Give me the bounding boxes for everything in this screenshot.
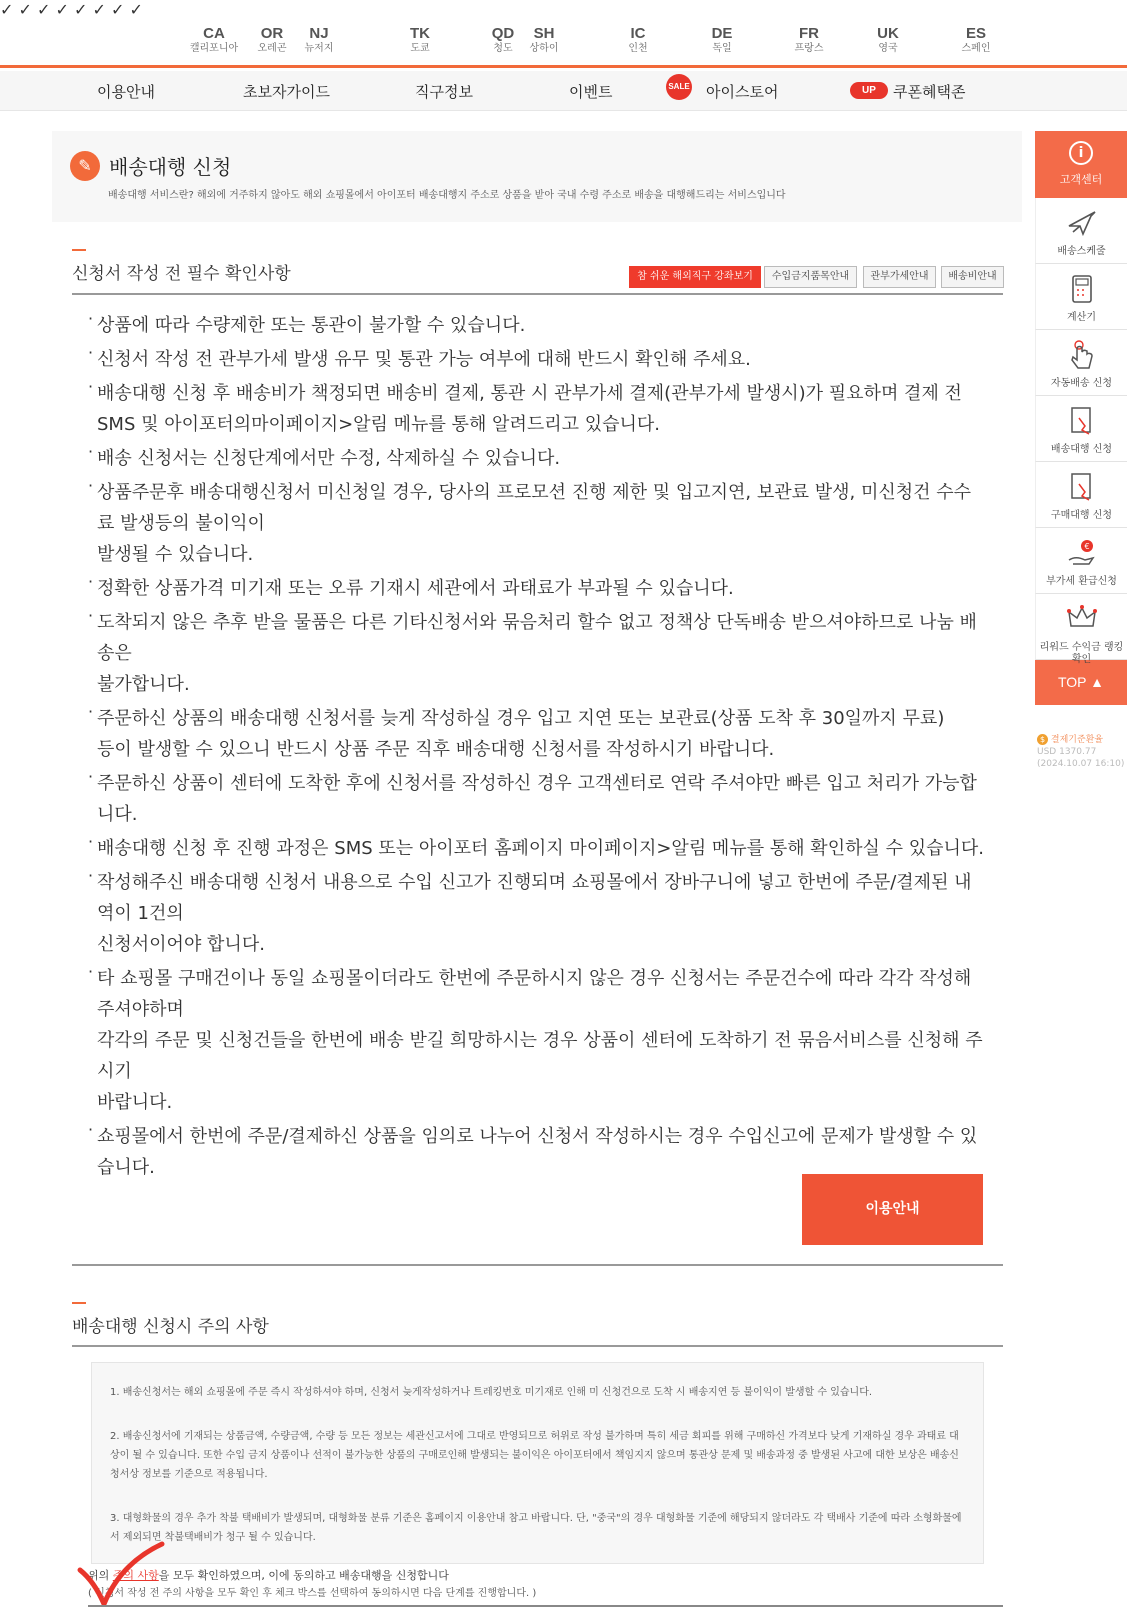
list-item: [88, 344, 988, 375]
section-divider: [72, 293, 1003, 295]
warehouse-name: 청도: [493, 43, 513, 54]
list-item: [88, 833, 988, 864]
tax-info-button[interactable]: 관부가세안내: [863, 266, 936, 288]
list-item: [88, 477, 988, 570]
notice-text: 상품주문후 배송대행신청서 미신청일 경우, 당사의 프로모션 진행 제한 및 입고지연, 보관료 발생, 미신청건 수수료 발생등의 불이익이: [97, 482, 972, 534]
check-icon: ✓: [129, 0, 143, 19]
nav-item-guide[interactable]: 이용안내: [97, 83, 155, 101]
section-divider: [72, 1345, 1003, 1347]
course-button[interactable]: 참 쉬운 해외직구 강좌보기: [629, 266, 761, 288]
nav-item-event[interactable]: 이벤트: [569, 83, 613, 101]
warehouse-code: NJ: [309, 25, 329, 42]
page-header: [52, 131, 1022, 222]
notice-text: 상품에 따라 수량제한 또는 통관이 불가할 수 있습니다.: [97, 315, 526, 336]
calculator-icon: [1065, 272, 1099, 306]
rate-time: (2024.10.07 16:10): [1037, 759, 1125, 769]
quick-item-schedule[interactable]: [1035, 198, 1127, 264]
warehouse-name: 영국: [878, 43, 898, 54]
quick-item-shipping-request[interactable]: [1035, 396, 1127, 462]
warehouse-code: CA: [203, 25, 225, 42]
warehouse-code: FR: [799, 25, 819, 42]
section-marker: [72, 1302, 86, 1304]
warehouse-nj[interactable]: [300, 26, 338, 54]
warehouse-de[interactable]: [708, 26, 736, 54]
customer-center-button[interactable]: [1035, 131, 1127, 198]
check-icon: ✓: [0, 0, 14, 19]
notice-text: 타 쇼핑몰 구매건이나 동일 쇼핑몰이더라도 한번에 주문하시지 않은 경우 신청서는 주문건수에 따라 각각 작성해주셔야하며: [97, 968, 972, 1020]
checkmark-icon[interactable]: [76, 1540, 166, 1610]
warehouse-name: 오레곤: [257, 43, 287, 54]
sale-badge: SALE: [666, 74, 692, 100]
warehouse-fr[interactable]: [790, 26, 828, 54]
warehouse-code: UK: [877, 25, 899, 42]
warehouse-name: 캘리포니아: [189, 43, 239, 54]
caution-box: [91, 1362, 984, 1564]
warehouse-tk[interactable]: [406, 26, 434, 54]
list-item: [88, 703, 988, 765]
caution-item: 1. 배송신청서는 해외 쇼핑몰에 주문 즉시 작성하셔야 하며, 신청서 늦게작성하거나 트레킹번호 미기재로 인해 미 신청건으로 도착 시 배송지연 등 불이익이 발생할 수 있습니다.: [110, 1387, 873, 1398]
warehouse-code: TK: [410, 25, 430, 42]
info-icon: i: [1069, 141, 1093, 165]
section-marker: [72, 249, 86, 251]
warehouse-or[interactable]: [250, 26, 294, 54]
list-item: [88, 573, 988, 604]
airplane-icon: [1065, 206, 1099, 240]
notice-text: 주문하신 상품의 배송대행 신청서를 늦게 작성하실 경우 입고 지연 또는 보관료(상품 도착 후 30일까지 무료): [97, 708, 945, 729]
warehouse-ca[interactable]: [186, 26, 242, 54]
notice-text: 각각의 주문 및 신청건들을 한번에 배송 받길 희망하시는 경우 상품이 센터에 도착하기 전 묶음서비스를 신청해 주시기: [97, 1030, 983, 1082]
warehouse-code: QD: [491, 25, 515, 42]
agree-suffix: 을 모두 확인하였으며, 이에 동의하고 배송대행을 신청합니다: [158, 1569, 449, 1582]
nav-item-beginner[interactable]: 초보자가이드: [243, 83, 330, 101]
warehouse-code: OR: [260, 25, 284, 42]
notice-text: 배송대행 신청 후 배송비가 책정되면 배송비 결제, 통관 시 관부가세 결제(관부가세 발생시)가 필요하며 결제 전: [97, 383, 962, 404]
notice-text: 주문하신 상품이 센터에 도착한 후에 신청서를 작성하신 경우 고객센터로 연락 주셔야만 빠른 입고 처리가 가능합니다.: [97, 773, 977, 825]
warehouse-code: SH: [533, 25, 555, 42]
usage-guide-button[interactable]: 이용안내: [802, 1174, 983, 1245]
list-item: [88, 607, 988, 700]
agree-prefix: 위의: [88, 1569, 113, 1582]
svg-text:€: €: [1084, 542, 1090, 551]
list-item: [88, 963, 988, 1118]
page-description: 배송대행 서비스란? 해외에 거주하지 않아도 해외 쇼핑몰에서 아이포터 배송대행지 주소로 상품을 받아 국내 수령 주소로 배송을 대행해드리는 서비스입니다: [108, 190, 786, 201]
quick-label: 구매대행 신청: [1050, 510, 1113, 521]
notice-text: 배송대행 신청 후 진행 과정은 SMS 또는 아이포터 홈페이지 마이페이지>알림 메뉴를 통해 확인하실 수 있습니다.: [97, 838, 984, 859]
notice-text: 신청서 작성 전 관부가세 발생 유무 및 통관 가능 여부에 대해 반드시 확인해 주세요.: [97, 349, 751, 370]
euro-hand-icon: [1065, 536, 1099, 570]
warehouse-sh[interactable]: [526, 26, 562, 54]
form-hand-icon: [1065, 470, 1099, 504]
warehouse-code: ES: [965, 25, 986, 42]
check-icon: ✓: [55, 0, 69, 19]
warehouse-bar: [0, 0, 1127, 68]
dollar-icon: $: [1037, 734, 1048, 745]
warehouse-name: 프랑스: [794, 43, 824, 54]
warehouse-code: DE: [711, 25, 733, 42]
caution-item: 3. 대형화물의 경우 추가 착불 택배비가 발생되며, 대형화물 분류 기준은 홈페이지 이용안내 참고 바랍니다. 단, "중국"의 경우 대형화물 기준에 해당되지 않더라도 각 택배사 기준에 따라 소형화물에서 제외되면 착불택배비가 청구 될 수 있습니다.: [110, 1513, 962, 1543]
nav-item-istore[interactable]: 아이스토어: [706, 83, 779, 101]
section-title-caution: 배송대행 신청시 주의 사항: [72, 1317, 269, 1337]
quick-item-purchase-request[interactable]: [1035, 462, 1127, 528]
quick-label: 자동배송 신청: [1050, 378, 1113, 389]
caution-link[interactable]: 주의 사항: [112, 1569, 159, 1582]
main-nav: [0, 71, 1127, 111]
quick-label: 배송스케줄: [1057, 246, 1106, 257]
quick-item-calculator[interactable]: [1035, 264, 1127, 330]
notice-text: 바랍니다.: [97, 1092, 173, 1113]
warehouse-uk[interactable]: [874, 26, 902, 54]
hand-pointer-icon: [1065, 338, 1099, 372]
list-item: [88, 310, 988, 341]
banned-items-button[interactable]: 수입금지품목안내: [764, 266, 857, 288]
check-icon: ✓: [92, 0, 106, 19]
notice-text: 도착되지 않은 추후 받을 물품은 다른 기타신청서와 묶음처리 할수 없고 정책상 단독배송 받으셔야하므로 나눔 배송은: [97, 612, 977, 664]
check-icon: ✓: [37, 0, 51, 19]
warehouse-code: IC: [630, 25, 646, 42]
notice-text: 쇼핑몰에서 한번에 주문/결제하신 상품을 임의로 나누어 신청서 작성하시는 경우 수입신고에 문제가 발생할 수 있습니다.: [97, 1126, 978, 1178]
quick-item-auto-shipping[interactable]: [1035, 330, 1127, 396]
warehouse-name: 뉴저지: [304, 43, 334, 54]
pencil-icon: ✎: [70, 151, 100, 181]
notice-text: SMS 및 아이포터의마이페이지>알림 메뉴를 통해 알려드리고 있습니다.: [97, 414, 660, 435]
page-title: 배송대행 신청: [109, 155, 232, 179]
quick-label: 부가세 환급신청: [1046, 576, 1117, 587]
notice-text: 불가합니다.: [97, 674, 190, 695]
notice-text: 정확한 상품가격 미기재 또는 오류 기재시 세관에서 과태료가 부과될 수 있습니다.: [97, 578, 734, 599]
list-item: [88, 378, 988, 440]
quick-label: 고객센터: [1059, 173, 1103, 186]
list-item: [88, 443, 988, 474]
caution-item: 2. 배송신청서에 기재되는 상품금액, 수량금액, 수량 등 모든 정보는 세관신고서에 그대로 반영되므로 허위로 작성 불가하며 특히 세금 회피를 위해 구매하신 가격보다 낮게 기재하실 경우 과태료 대상이 될 수 있습니다. 또한 수입 금지 상품이나 선적이 불가능한 상품의 구매로인해 발생되는 불이익은 아이포터에서 책임지지 않으며 통관상 문제 및 배송과정 중 발생된 사고에 대한 보상은 배송신청서상 정보를 기준으로 적용됩니다.: [110, 1431, 959, 1480]
check-icon: ✓: [111, 0, 125, 19]
nav-item-coupon[interactable]: 쿠폰혜택존: [893, 83, 966, 101]
notice-text: 배송 신청서는 신청단계에서만 수정, 삭제하실 수 있습니다.: [97, 448, 561, 469]
list-item: [88, 768, 988, 830]
list-item: [88, 867, 988, 960]
rate-value: USD 1370.77: [1037, 747, 1097, 757]
quick-item-vat-refund[interactable]: [1035, 528, 1127, 594]
form-hand-icon: [1065, 404, 1099, 438]
notice-list: [88, 310, 988, 1186]
quick-label: 배송대행 신청: [1050, 444, 1113, 455]
warehouse-name: 독일: [712, 43, 732, 54]
quick-label: 계산기: [1067, 312, 1096, 323]
quick-item-reward-ranking[interactable]: [1035, 594, 1127, 660]
warehouse-ic[interactable]: [624, 26, 652, 54]
agree-subtext: ( 신청서 작성 전 주의 사항을 모두 확인 후 체크 박스를 선택하여 동의하시면 다음 단계를 진행합니다. ): [88, 1588, 537, 1599]
top-button[interactable]: TOP ▲: [1035, 660, 1127, 705]
crown-icon: [1065, 602, 1099, 636]
rate-title: 결제기준환율: [1050, 735, 1104, 745]
section-divider: [88, 1605, 1003, 1607]
warehouse-name: 인천: [628, 43, 648, 54]
quick-bar: [1035, 131, 1127, 705]
notice-text: 발생될 수 있습니다.: [97, 544, 254, 565]
quick-label: 리워드 수익금 랭킹: [1039, 642, 1124, 653]
warehouse-qd[interactable]: [490, 26, 516, 54]
check-icon: ✓: [74, 0, 88, 19]
notice-text: 등이 발생할 수 있으니 반드시 상품 주문 직후 배송대행 신청서를 작성하시기 바랍니다.: [97, 739, 775, 760]
notice-text: 신청서이어야 합니다.: [97, 934, 265, 955]
warehouse-es[interactable]: [958, 26, 994, 54]
shipping-fee-button[interactable]: 배송비안내: [941, 266, 1004, 288]
up-badge: UP: [850, 82, 888, 99]
nav-item-info[interactable]: 직구정보: [415, 83, 473, 101]
warehouse-name: 스페인: [961, 43, 991, 54]
notice-text: 작성해주신 배송대행 신청서 내용으로 수입 신고가 진행되며 쇼핑몰에서 장바구니에 넣고 한번에 주문/결제된 내역이 1건의: [97, 872, 972, 924]
section-divider: [72, 1264, 1003, 1266]
section-title-checklist: 신청서 작성 전 필수 확인사항: [72, 264, 291, 284]
warehouse-name: 상하이: [529, 43, 559, 54]
warehouse-name: 도쿄: [410, 43, 430, 54]
check-icon: ✓: [18, 0, 32, 19]
exchange-rate: [1037, 734, 1127, 770]
